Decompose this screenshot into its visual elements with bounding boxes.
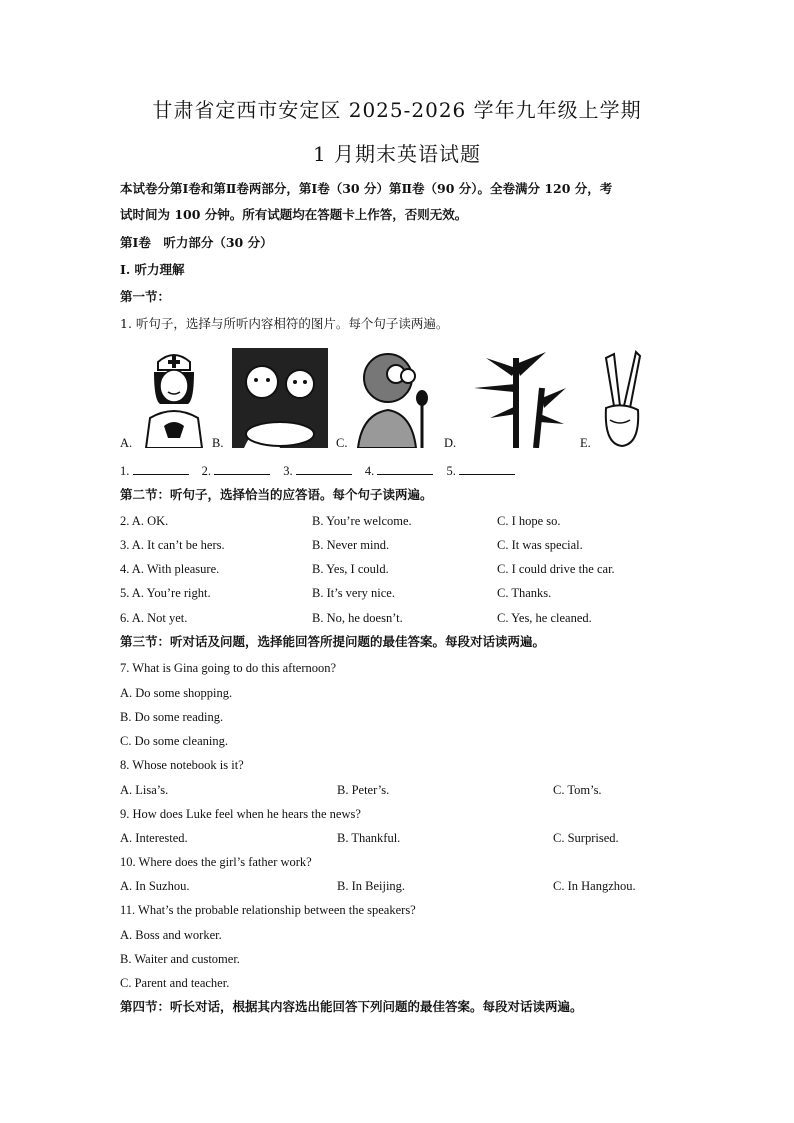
section-4-heading: 第四节：听长对话，根据其内容选出能回答下列问题的最佳答案。每段对话读两遍。 (120, 999, 583, 1014)
picture-label-a: A. (120, 436, 133, 450)
q9-option-c: C. Surprised. (553, 831, 619, 845)
q6-option-b: B. No, he doesn’t. (312, 611, 403, 625)
singer-microphone-icon (352, 348, 438, 452)
answer-blank-5[interactable] (459, 462, 515, 475)
answer-blank-1[interactable] (133, 462, 189, 475)
family-dinner-icon (232, 348, 328, 452)
q5-option-c: C. Thanks. (497, 586, 552, 600)
q8-question: 8. Whose notebook is it? (120, 758, 244, 772)
q8-option-b: B. Peter’s. (337, 783, 390, 797)
q11-question: 11. What’s the probable relationship between the speakers? (120, 903, 416, 917)
q7-option-b: B. Do some reading. (120, 710, 224, 724)
blank-label-1: 1. (120, 464, 130, 478)
q2-option-a: 2. A. OK. (120, 514, 169, 528)
victory-hand-icon (600, 348, 642, 452)
q11-option-c: C. Parent and teacher. (120, 976, 230, 990)
q5-option-b: B. It’s very nice. (312, 586, 395, 600)
blank-label-5: 5. (446, 464, 456, 478)
q10-option-a: A. In Suzhou. (120, 879, 190, 893)
exam-title-line2: 1 月期末英语试题 (312, 142, 482, 166)
q6-option-a: 6. A. Not yet. (120, 611, 188, 625)
q3-option-b: B. Never mind. (312, 538, 390, 552)
intro-line-2: 试时间为 100 分钟。所有试题均在答题卡上作答，否则无效。 (120, 207, 468, 222)
bamboo-icon (466, 348, 572, 452)
q1-instruction: 1. 听句子，选择与所听内容相符的图片。每个句子读两遍。 (120, 316, 449, 331)
q7-option-c: C. Do some cleaning. (120, 734, 228, 748)
section-2-heading: 第二节：听句子，选择恰当的应答语。每个句子读两遍。 (120, 487, 433, 502)
answer-blank-3[interactable] (296, 462, 352, 475)
section-3-heading: 第三节：听对话及问题，选择能回答所提问题的最佳答案。每段对话读两遍。 (120, 634, 546, 649)
answer-blank-2[interactable] (214, 462, 270, 475)
picture-label-d: D. (444, 436, 457, 450)
exam-title-line1: 甘肃省定西市安定区 2025-2026 学年九年级上学期 (152, 98, 642, 122)
q11-option-b: B. Waiter and customer. (120, 952, 240, 966)
picture-label-c: C. (336, 436, 348, 450)
q9-question: 9. How does Luke feel when he hears the news? (120, 807, 361, 821)
q7-question: 7. What is Gina going to do this afternoon? (120, 661, 337, 675)
q6-option-c: C. Yes, he cleaned. (497, 611, 592, 625)
q9-option-b: B. Thankful. (337, 831, 401, 845)
q4-option-b: B. Yes, I could. (312, 562, 389, 576)
blank-label-4: 4. (364, 464, 375, 478)
blank-label-2: 2. (201, 464, 211, 478)
q9-option-a: A. Interested. (120, 831, 188, 845)
q10-option-b: B. In Beijing. (337, 879, 406, 893)
q8-option-c: C. Tom’s. (553, 783, 602, 797)
answer-blanks-row (120, 462, 525, 480)
section-1-heading: 第一节： (120, 289, 171, 304)
q5-option-a: 5. A. You’re right. (120, 586, 211, 600)
q2-option-b: B. You’re welcome. (312, 514, 412, 528)
part-one-heading: 第Ⅰ卷 听力部分（30 分） (120, 235, 273, 250)
q2-option-c: C. I hope so. (497, 514, 561, 528)
q4-option-a: 4. A. With pleasure. (120, 562, 220, 576)
q8-option-a: A. Lisa’s. (120, 783, 169, 797)
picture-label-b: B. (212, 436, 224, 450)
q4-option-c: C. I could drive the car. (497, 562, 615, 576)
nurse-icon (140, 348, 208, 452)
intro-line-1: 本试卷分第Ⅰ卷和第Ⅱ卷两部分，第Ⅰ卷（30 分）第Ⅱ卷（90 分）。全卷满分 120 分，考 (120, 181, 613, 196)
picture-label-e: E. (580, 436, 591, 450)
section-i-heading: Ⅰ. 听力理解 (120, 262, 185, 277)
q3-option-a: 3. A. It can’t be hers. (120, 538, 225, 552)
answer-blank-4[interactable] (377, 462, 433, 475)
q10-question: 10. Where does the girl’s father work? (120, 855, 312, 869)
q11-option-a: A. Boss and worker. (120, 928, 222, 942)
blank-label-3: 3. (283, 464, 293, 478)
q3-option-c: C. It was special. (497, 538, 583, 552)
q10-option-c: C. In Hangzhou. (553, 879, 636, 893)
q7-option-a: A. Do some shopping. (120, 686, 233, 700)
